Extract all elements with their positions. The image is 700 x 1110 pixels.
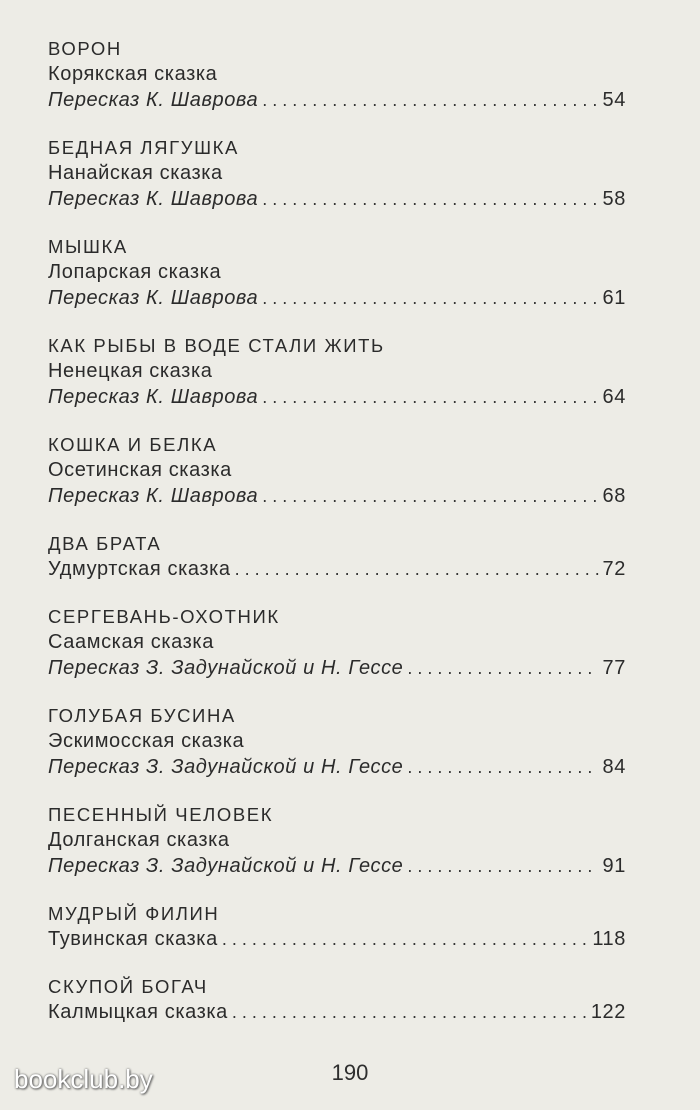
entry-title: СКУПОЙ БОГАЧ [48, 976, 208, 997]
entry-nation-line [48, 629, 626, 655]
entry-nation-line [48, 827, 626, 853]
entry-page-number: 118 [592, 928, 626, 950]
entry-credit-line[interactable] [48, 655, 626, 681]
entry-page-number: 61 [602, 287, 626, 309]
entry-credit-line[interactable] [48, 754, 626, 780]
entry-nation: Лопарская сказка [48, 261, 222, 283]
dot-leader [407, 655, 598, 681]
entry-title: КАК РЫБЫ В ВОДЕ СТАЛИ ЖИТЬ [48, 335, 385, 356]
entry-page-number: 77 [602, 657, 626, 679]
entry-nation-line [48, 160, 626, 186]
entry-nation: Тувинская сказка [48, 928, 218, 950]
entry-title: КОШКА И БЕЛКА [48, 434, 218, 455]
toc-entry [48, 36, 626, 113]
toc-entry [48, 234, 626, 311]
entry-nation: Удмуртская сказка [48, 558, 231, 580]
entry-nation-line [48, 61, 626, 87]
toc-entry [48, 333, 626, 410]
entry-page-number: 54 [602, 89, 626, 111]
toc-entry [48, 974, 626, 1025]
entry-nation: Эскимосская сказка [48, 730, 245, 752]
entry-nation-line[interactable] [48, 926, 626, 952]
page-number: 190 [331, 1060, 369, 1085]
toc-entry [48, 135, 626, 212]
entry-credit-line[interactable] [48, 87, 626, 113]
entry-credit: Пересказ К. Шаврова [48, 386, 259, 408]
entry-nation: Ненецкая сказка [48, 360, 213, 382]
dot-leader [262, 186, 598, 212]
entry-nation-line [48, 358, 626, 384]
entry-credit-line[interactable] [48, 186, 626, 212]
toc-entry [48, 432, 626, 509]
entry-page-number: 91 [602, 855, 626, 877]
dot-leader [407, 853, 598, 879]
entry-title: БЕДНАЯ ЛЯГУШКА [48, 137, 239, 158]
entry-credit: Пересказ К. Шаврова [48, 188, 259, 210]
entry-title: ГОЛУБАЯ БУСИНА [48, 705, 236, 726]
entry-title: ВОРОН [48, 38, 122, 59]
toc-entry [48, 703, 626, 780]
entry-nation-line [48, 728, 626, 754]
dot-leader [262, 483, 598, 509]
toc-entry [48, 901, 626, 952]
entry-page-number: 68 [602, 485, 626, 507]
dot-leader [262, 285, 598, 311]
dot-leader [235, 556, 599, 582]
entry-page-number: 64 [602, 386, 626, 408]
dot-leader [232, 999, 587, 1025]
entry-nation: Долганская сказка [48, 829, 230, 851]
entry-nation: Осетинская сказка [48, 459, 232, 481]
entry-credit: Пересказ З. Задунайской и Н. Гессе [48, 756, 404, 778]
entry-credit: Пересказ К. Шаврова [48, 89, 259, 111]
entry-credit: Пересказ К. Шаврова [48, 485, 259, 507]
entry-page-number: 122 [590, 1001, 626, 1023]
entry-nation-line [48, 457, 626, 483]
entry-title: МЫШКА [48, 236, 128, 257]
entry-title: ПЕСЕННЫЙ ЧЕЛОВЕК [48, 804, 274, 825]
entry-credit-line[interactable] [48, 285, 626, 311]
watermark: bookclub.by [14, 1064, 153, 1094]
entry-credit: Пересказ З. Задунайской и Н. Гессе [48, 657, 404, 679]
entry-nation: Калмыцкая сказка [48, 1001, 228, 1023]
entry-credit-line[interactable] [48, 483, 626, 509]
entry-credit: Пересказ К. Шаврова [48, 287, 259, 309]
entry-page-number: 84 [602, 756, 626, 778]
entry-page-number: 58 [602, 188, 626, 210]
entry-nation: Саамская сказка [48, 631, 214, 653]
entry-credit-line[interactable] [48, 384, 626, 410]
toc-entry [48, 604, 626, 681]
dot-leader [262, 87, 598, 113]
table-of-contents [48, 36, 626, 1025]
entry-nation-line[interactable] [48, 556, 626, 582]
entry-nation: Корякская сказка [48, 63, 218, 85]
dot-leader [262, 384, 598, 410]
entry-credit-line[interactable] [48, 853, 626, 879]
entry-nation: Нанайская сказка [48, 162, 223, 184]
entry-credit: Пересказ З. Задунайской и Н. Гессе [48, 855, 404, 877]
toc-entry [48, 802, 626, 879]
entry-title: ДВА БРАТА [48, 533, 162, 554]
entry-nation-line[interactable] [48, 999, 626, 1025]
dot-leader [407, 754, 598, 780]
entry-title: МУДРЫЙ ФИЛИН [48, 903, 220, 924]
toc-entry [48, 531, 626, 582]
entry-nation-line [48, 259, 626, 285]
entry-title: СЕРГЕВАНЬ-ОХОТНИК [48, 606, 280, 627]
entry-page-number: 72 [602, 558, 626, 580]
dot-leader [222, 926, 589, 952]
